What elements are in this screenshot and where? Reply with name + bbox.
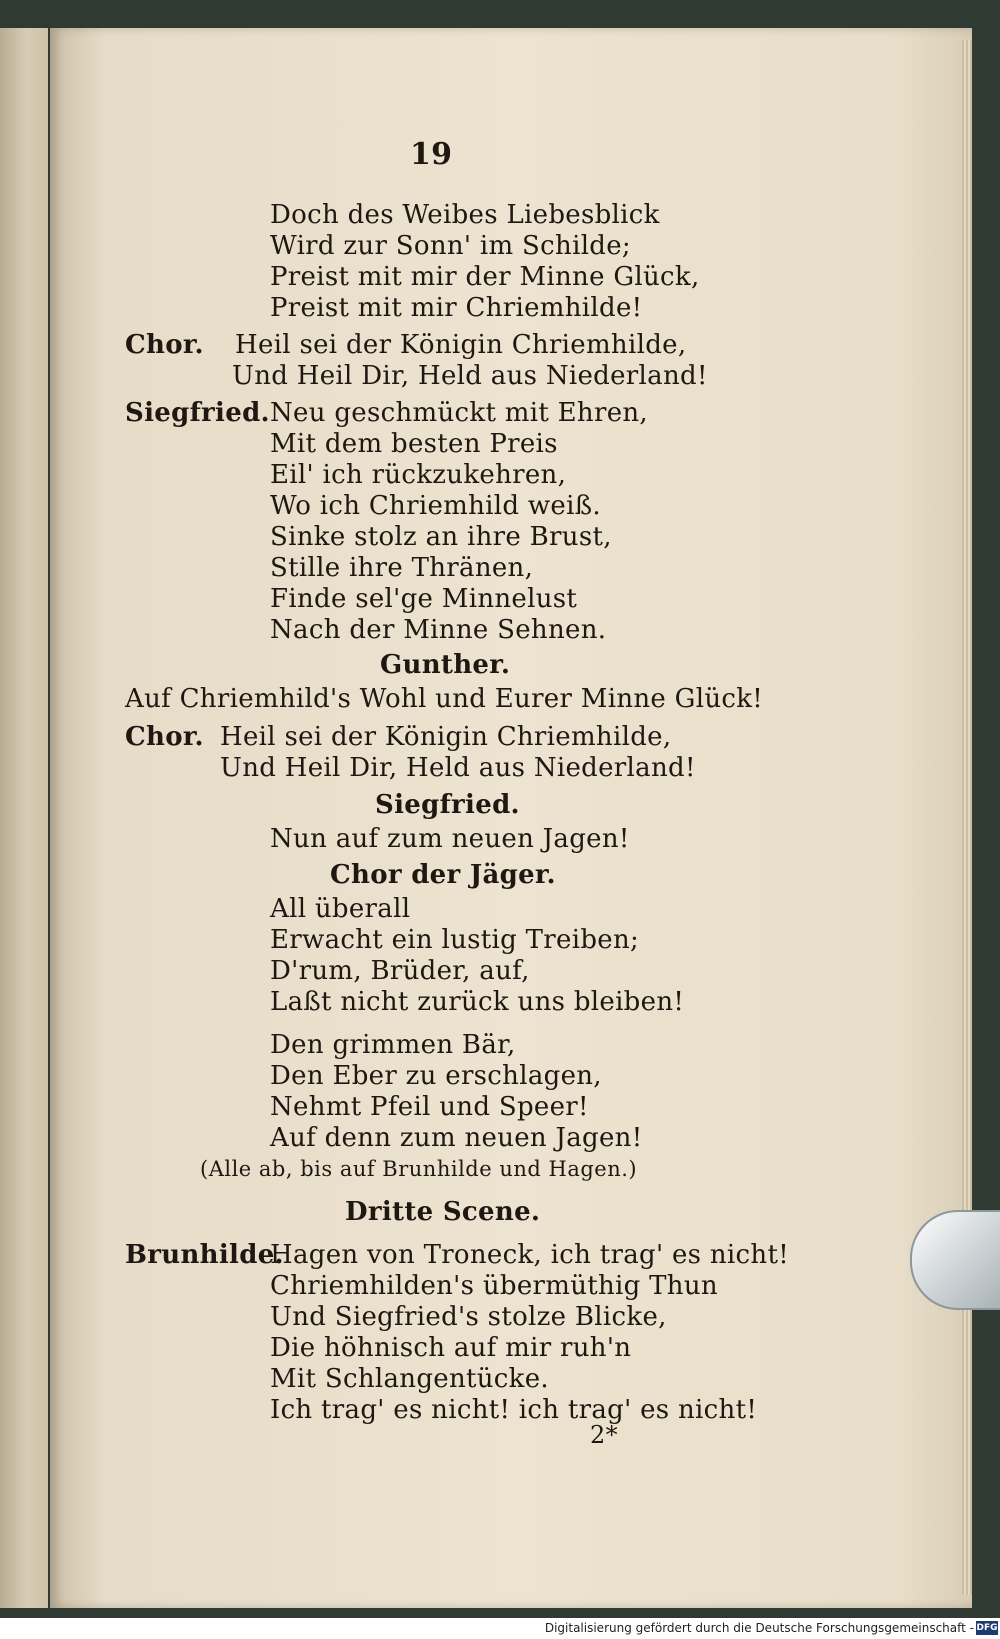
verse-line: Eil' ich rückzukehren, [270, 460, 567, 490]
verse-line: Und Siegfried's stolze Blicke, [270, 1302, 667, 1332]
verse-line: Sinke stolz an ihre Brust, [270, 522, 612, 552]
verse-line: Preist mit mir Chriemhilde! [270, 293, 643, 323]
speaker-label: Brunhilde. [125, 1240, 284, 1270]
verse-line: Nach der Minne Sehnen. [270, 615, 607, 645]
verse-line: Hagen von Troneck, ich trag' es nicht! [270, 1240, 789, 1270]
signature-mark: 2* [590, 1421, 618, 1449]
verse-line: Chriemhilden's übermüthig Thun [270, 1271, 718, 1301]
verse-line: D'rum, Brüder, auf, [270, 956, 530, 986]
verse-line: Den grimmen Bär, [270, 1030, 516, 1060]
verse-line: Heil sei der Königin Chriemhilde, [220, 722, 672, 752]
speaker-label: Siegfried. [125, 398, 270, 428]
verse-line: Auf Chriemhild's Wohl und Eurer Minne Glück! [125, 684, 764, 714]
speaker-heading: Gunther. [380, 650, 511, 680]
funding-credit: Digitalisierung gefördert durch die Deutsche Forschungsgemeinschaft - [544, 1621, 974, 1635]
speaker-heading: Chor der Jäger. [330, 860, 556, 890]
verse-line: Nun auf zum neuen Jagen! [270, 824, 630, 854]
verse-line: Neu geschmückt mit Ehren, [270, 398, 648, 428]
verse-line: Stille ihre Thränen, [270, 553, 534, 583]
speaker-label: Chor. [125, 722, 204, 752]
verse-line: Mit Schlangentücke. [270, 1364, 549, 1394]
verse-line: Mit dem besten Preis [270, 429, 558, 459]
verse-line: Doch des Weibes Liebesblick [270, 200, 660, 230]
dfg-logo: DFG [976, 1623, 998, 1633]
verse-line: Nehmt Pfeil und Speer! [270, 1092, 589, 1122]
verse-line: Und Heil Dir, Held aus Niederland! [232, 361, 708, 391]
verse-line: Finde sel'ge Minnelust [270, 584, 578, 614]
verse-line: Ich trag' es nicht! ich trag' es nicht! [270, 1395, 758, 1425]
verse-line: Die höhnisch auf mir ruh'n [270, 1333, 632, 1363]
verse-line: Preist mit mir der Minne Glück, [270, 262, 700, 292]
scene-heading: Dritte Scene. [345, 1197, 541, 1227]
page-number: 19 [410, 137, 453, 172]
speaker-heading: Siegfried. [375, 790, 520, 820]
page-stack-edge [962, 40, 972, 1595]
speaker-label: Chor. [125, 330, 204, 360]
stage-direction: (Alle ab, bis auf Brunhilde und Hagen.) [200, 1157, 638, 1181]
verse-line: Auf denn zum neuen Jagen! [270, 1123, 643, 1153]
page-clip [910, 1210, 1000, 1310]
verse-line: Heil sei der Königin Chriemhilde, [235, 330, 687, 360]
verse-line: Den Eber zu erschlagen, [270, 1061, 602, 1091]
facing-page-edge [0, 28, 48, 1608]
verse-line: Wird zur Sonn' im Schilde; [270, 231, 631, 261]
verse-line: Und Heil Dir, Held aus Niederland! [220, 753, 696, 783]
verse-line: All überall [270, 894, 411, 924]
verse-line: Erwacht ein lustig Treiben; [270, 925, 640, 955]
verse-line: Wo ich Chriemhild weiß. [270, 491, 601, 521]
verse-line: Laßt nicht zurück uns bleiben! [270, 987, 685, 1017]
